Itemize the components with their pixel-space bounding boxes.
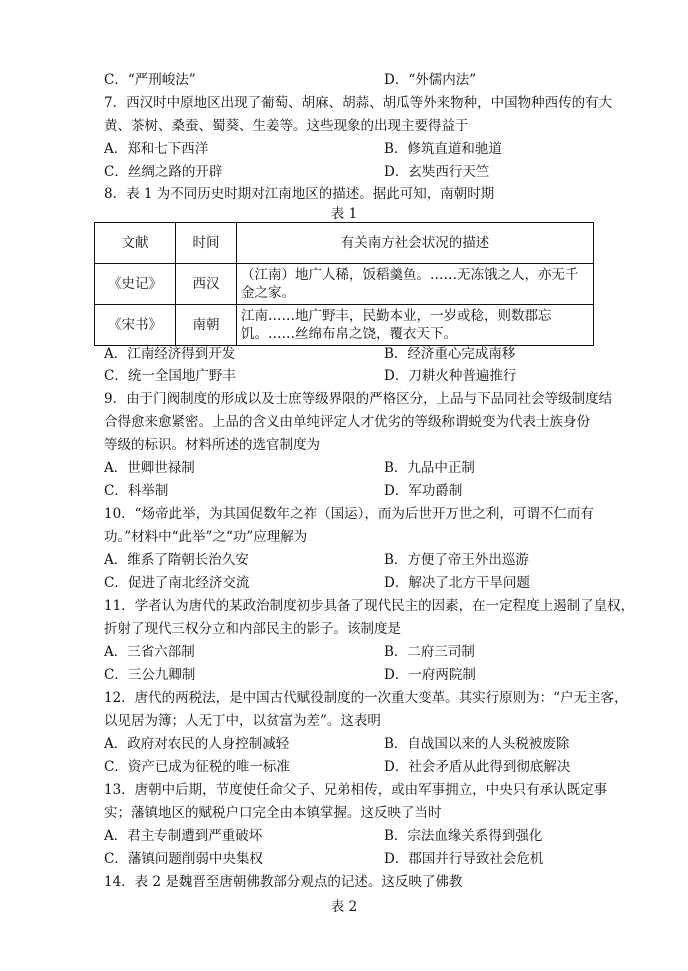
table-1 bbox=[94, 222, 594, 346]
table-cell-time: 西汉 bbox=[176, 264, 237, 305]
q9-option-d: D．军功爵制 bbox=[384, 483, 463, 499]
option-d: D．“外儒内法” bbox=[384, 72, 477, 88]
q13-option-d: D．郡国并行导致社会危机 bbox=[384, 851, 544, 867]
table-header-row bbox=[95, 223, 594, 264]
question-10-stem: 10．“炀帝此举，为其国促数年之祚（国运），而为后世开万世之利，可谓不仁而有 bbox=[104, 506, 594, 522]
q13-option-b: B．宗法血缘关系得到强化 bbox=[384, 828, 543, 844]
question-8-stem: 8．表 1 为不同历史时期对江南地区的描述。据此可知，南朝时期 bbox=[104, 186, 495, 202]
question-9-stem-cont: 等级的标识。材料所述的选官制度为 bbox=[104, 437, 320, 453]
q12-option-d: D．社会矛盾从此得到彻底解决 bbox=[384, 759, 571, 775]
q11-option-a: A．三省六部制 bbox=[104, 644, 195, 660]
q8-option-d: D．刀耕火种普遍推行 bbox=[384, 368, 517, 384]
q10-option-a: A．维系了隋朝长治久安 bbox=[104, 552, 249, 568]
question-12-stem-cont: 以见居为簿；人无丁中，以贫富为差”。这表明 bbox=[104, 713, 381, 729]
q11-option-c: C．三公九卿制 bbox=[104, 667, 196, 683]
q12-option-a: A．政府对农民的人身控制减轻 bbox=[104, 736, 290, 752]
question-7-stem-cont: 黄、茶树、桑蚕、蜀葵、生姜等。这些现象的出现主要得益于 bbox=[104, 118, 469, 134]
question-9-stem-cont: 合得愈来愈紧密。上品的含义由单纯评定人才优劣的等级称谓蜕变为代表士族身份 bbox=[104, 414, 590, 430]
q12-option-b: B．自战国以来的人头税被废除 bbox=[384, 736, 570, 752]
q8-option-b: B．经济重心完成南移 bbox=[384, 346, 516, 362]
question-7-stem: 7．西汉时中原地区出现了葡萄、胡麻、胡蒜、胡瓜等外来物种，中国物种西传的有大 bbox=[104, 95, 613, 111]
question-12-stem: 12．唐代的两税法，是中国古代赋役制度的一次重大变革。其实行原则为：“户无主客， bbox=[104, 690, 628, 706]
question-14-stem: 14．表 2 是魏晋至唐朝佛教部分观点的记述。这反映了佛教 bbox=[104, 874, 463, 890]
question-13-stem: 13．唐朝中后期，节度使任命父子、兄弟相传，或由军事拥立，中央只有承认既定事 bbox=[104, 782, 608, 798]
table-cell-desc: 江南……地广野丰，民勤本业，一岁或稔，则数郡忘饥。……丝绵布帛之饶，覆衣天下。 bbox=[237, 305, 594, 346]
q8-option-a: A．江南经济得到开发 bbox=[104, 346, 236, 362]
question-11-stem: 11．学者认为唐代的某政治制度初步具备了现代民主的因素，在一定程度上遏制了皇权， bbox=[104, 598, 635, 614]
question-13-stem-cont: 实；藩镇地区的赋税户口完全由本镇掌握。这反映了当时 bbox=[104, 805, 442, 821]
question-9-stem: 9．由于门阀制度的形成以及士庶等级界限的严格区分，上品与下品同社会等级制度结 bbox=[104, 391, 613, 407]
option-c: C．“严刑峻法” bbox=[104, 72, 196, 88]
table-cell-source: 《史记》 bbox=[95, 264, 176, 305]
q10-option-c: C．促进了南北经济交流 bbox=[104, 575, 250, 591]
q9-option-b: B．九品中正制 bbox=[384, 460, 475, 476]
q10-option-b: B．方便了帝王外出巡游 bbox=[384, 552, 529, 568]
q11-option-d: D．一府两院制 bbox=[384, 667, 476, 683]
table-header-time: 时间 bbox=[176, 223, 237, 264]
q11-option-b: B．二府三司制 bbox=[384, 644, 475, 660]
q10-option-d: D．解决了北方干旱问题 bbox=[384, 575, 530, 591]
table-1-caption: 表 1 bbox=[330, 206, 358, 222]
q13-option-a: A．君主专制遭到严重破坏 bbox=[104, 828, 263, 844]
q7-option-d: D．玄奘西行天竺 bbox=[384, 164, 490, 180]
q7-option-b: B．修筑直道和驰道 bbox=[384, 141, 502, 157]
q13-option-c: C．藩镇问题削弱中央集权 bbox=[104, 851, 263, 867]
question-11-stem-cont: 折射了现代三权分立和内部民主的影子。该制度是 bbox=[104, 621, 401, 637]
table-2-caption: 表 2 bbox=[330, 899, 358, 915]
q9-option-c: C．科举制 bbox=[104, 483, 169, 499]
q12-option-c: C．资产已成为征税的唯一标准 bbox=[104, 759, 290, 775]
table-row bbox=[95, 264, 594, 305]
q7-option-a: A．郑和七下西洋 bbox=[104, 141, 209, 157]
table-header-source: 文献 bbox=[95, 223, 176, 264]
table-row bbox=[95, 305, 594, 346]
question-10-stem-cont: 功。”材料中“此举”之“功”应理解为 bbox=[104, 529, 308, 545]
table-header-desc: 有关南方社会状况的描述 bbox=[237, 223, 594, 264]
q8-option-c: C．统一全国地广野丰 bbox=[104, 368, 236, 384]
table-cell-desc: （江南）地广人稀，饭稻羹鱼。……无冻饿之人，亦无千金之家。 bbox=[237, 264, 594, 305]
table-cell-time: 南朝 bbox=[176, 305, 237, 346]
table-cell-source: 《宋书》 bbox=[95, 305, 176, 346]
q9-option-a: A．世卿世禄制 bbox=[104, 460, 195, 476]
q7-option-c: C．丝绸之路的开辟 bbox=[104, 164, 223, 180]
